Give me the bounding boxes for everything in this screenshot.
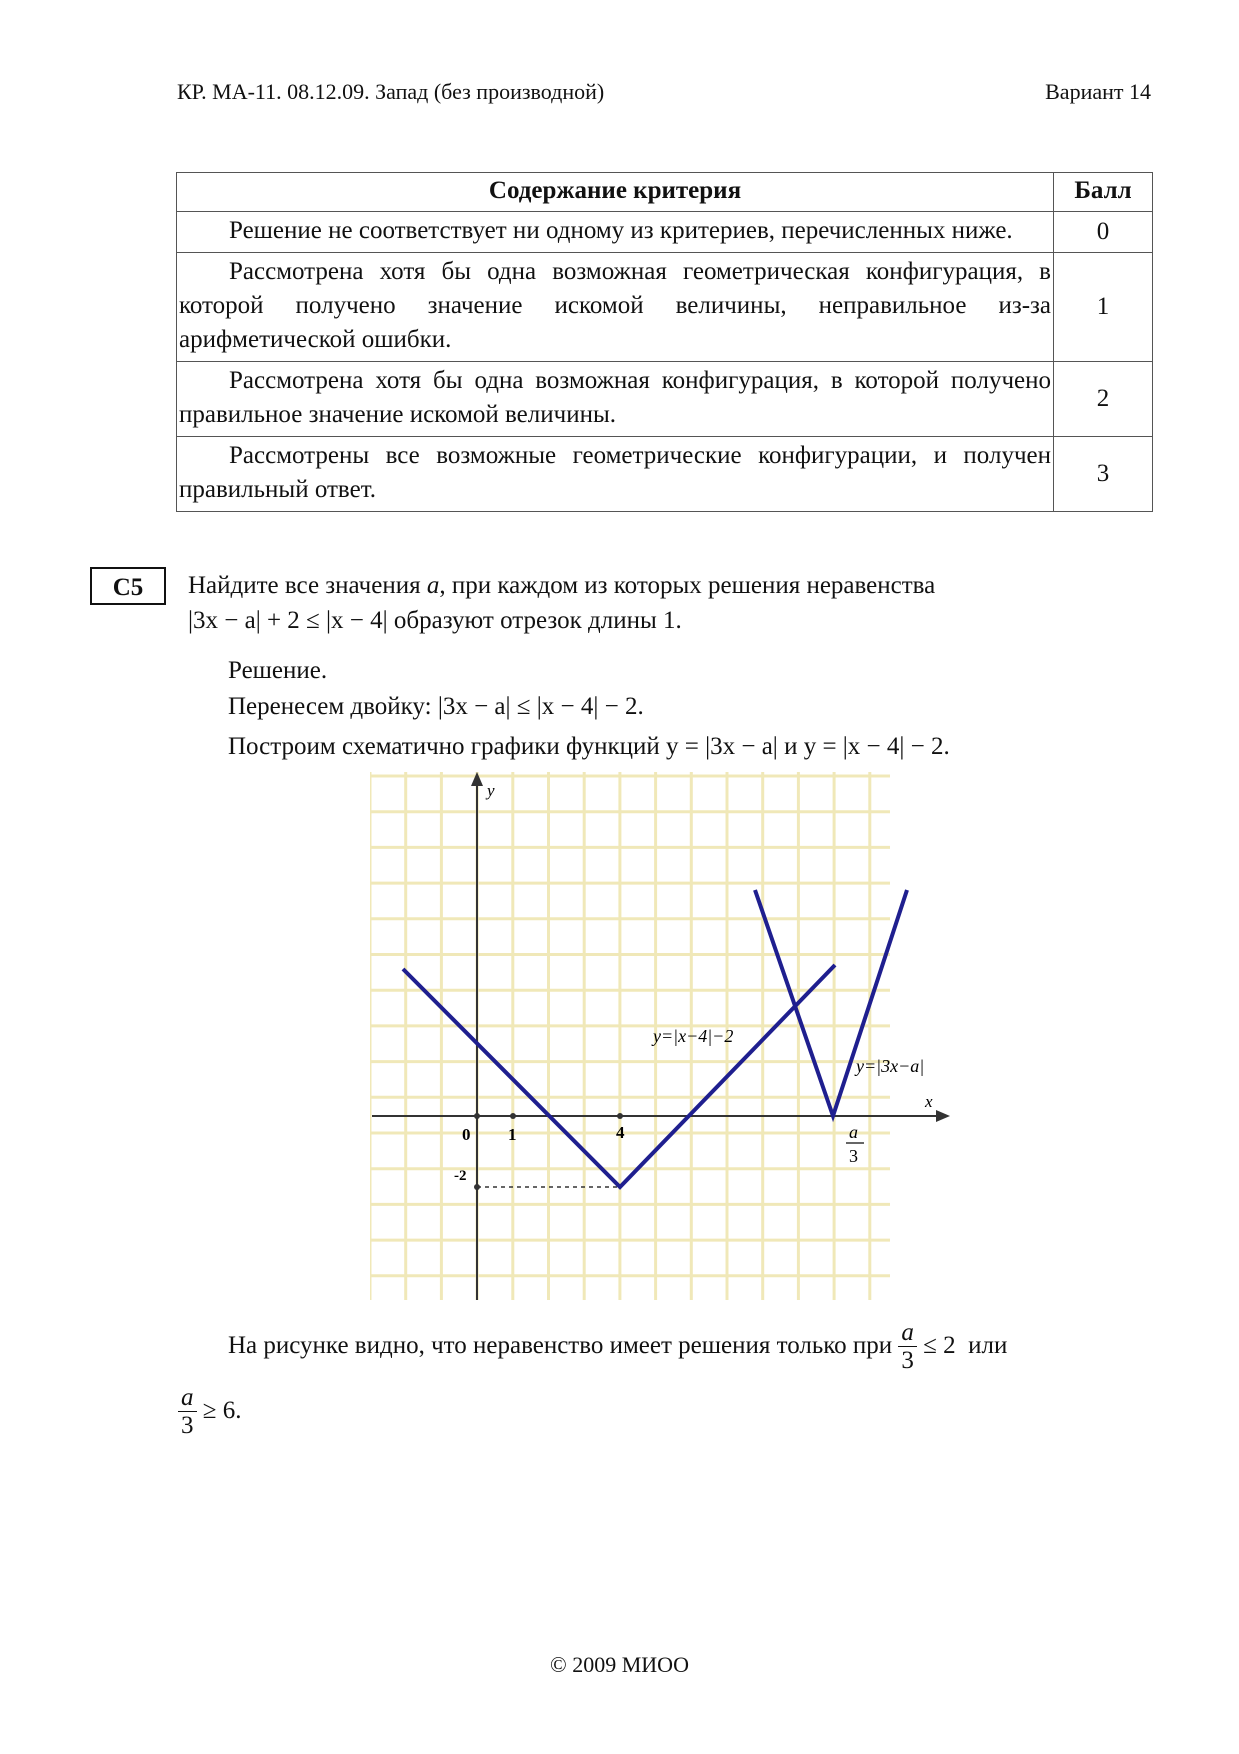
step1-formula: |3x − a| ≤ |x − 4| − 2. [437, 693, 644, 720]
task-text-after: , при каждом из которых решения неравенства [439, 572, 936, 599]
x-axis-arrow [936, 1110, 950, 1122]
tick-label-4: 4 [616, 1123, 625, 1142]
tick-label-1: 1 [508, 1125, 517, 1144]
axis-label-y: y [487, 781, 495, 800]
criteria-table [176, 172, 1153, 512]
tick-label-a-over-3-num: a [849, 1122, 858, 1142]
fraction-a-over-3: $\frac{a}{3}$ [898, 1320, 917, 1375]
criterion-text: Решение не соответствует ни одному из критериев, перечисленных ниже. [177, 212, 1054, 253]
task-label: C5 [90, 567, 166, 605]
table-row [177, 362, 1153, 437]
criterion-text: Рассмотрена хотя бы одна возможная геометрическая конфигурация, в которой получено значение искомой величины, неправильное из-за арифметической ошибки. [177, 253, 1054, 362]
table-header-row [177, 173, 1153, 212]
criterion-score: 2 [1054, 362, 1153, 437]
task-statement [188, 568, 1138, 638]
or-word: или [968, 1332, 1008, 1360]
tick-label-neg2: -2 [454, 1168, 467, 1184]
criterion-score: 0 [1054, 212, 1153, 253]
tick-label-0: 0 [462, 1125, 471, 1144]
tick-label-a-over-3-den: 3 [849, 1146, 858, 1166]
task-inequality: |3x − a| + 2 ≤ |x − 4| [188, 607, 388, 634]
header-variant: Вариант 14 [1045, 79, 1151, 104]
criterion-score: 3 [1054, 437, 1153, 512]
relation-le-2: ≤ 2 [923, 1332, 956, 1360]
solution-title: Решение. [228, 657, 328, 684]
conclusion-line2 [178, 1385, 241, 1440]
axis-label-x: x [925, 1092, 933, 1111]
table-row [177, 437, 1153, 512]
label-function-1: y=|3x−a| [856, 1056, 925, 1076]
task-variable: a [426, 572, 440, 599]
relation-ge-6: ≥ 6. [202, 1397, 242, 1425]
fraction-a-over-3: $\frac{a}{3}$ [178, 1385, 197, 1440]
point-origin [474, 1113, 480, 1119]
point-y-neg2 [474, 1184, 480, 1190]
criterion-text: Рассмотрена хотя бы одна возможная конфигурация, в которой получено правильное значение искомой величины. [177, 362, 1054, 437]
step2-text: Построим схематично графики функций [228, 733, 666, 760]
step2-and: и [777, 733, 804, 760]
column-header-criterion: Содержание критерия [177, 173, 1054, 212]
label-function-2: y=|x−4|−2 [653, 1026, 734, 1046]
step1-text: Перенесем двойку: [228, 693, 438, 720]
header-title: КР. МА-11. 08.12.09. Запад (без производной) [177, 79, 605, 104]
point-x1 [510, 1113, 516, 1119]
y-axis-arrow [471, 772, 483, 786]
criterion-text: Рассмотрены все возможные геометрические конфигурации, и получен правильный ответ. [177, 437, 1054, 512]
table-row [177, 212, 1153, 253]
criterion-score: 1 [1054, 253, 1153, 362]
function-graph [370, 772, 950, 1302]
conclusion-line1 [228, 1320, 1153, 1375]
graph-abs-3x-minus-a [755, 890, 907, 1116]
step2-function1: y = |3x − a| [666, 733, 778, 760]
solution-step2 [228, 733, 950, 761]
task-text-end: образуют отрезок длины 1. [387, 607, 682, 634]
task-text-before: Найдите все значения [188, 572, 427, 599]
grid [370, 772, 890, 1300]
conclusion-text: На рисунке видно, что неравенство имеет решения только при [228, 1332, 899, 1360]
footer-copyright: © 2009 МИОО [550, 1652, 689, 1677]
step2-function2: y = |x − 4| − 2. [803, 733, 950, 760]
column-header-score: Балл [1054, 173, 1153, 212]
point-x4 [617, 1113, 623, 1119]
table-row [177, 253, 1153, 362]
solution-step1 [228, 693, 644, 721]
